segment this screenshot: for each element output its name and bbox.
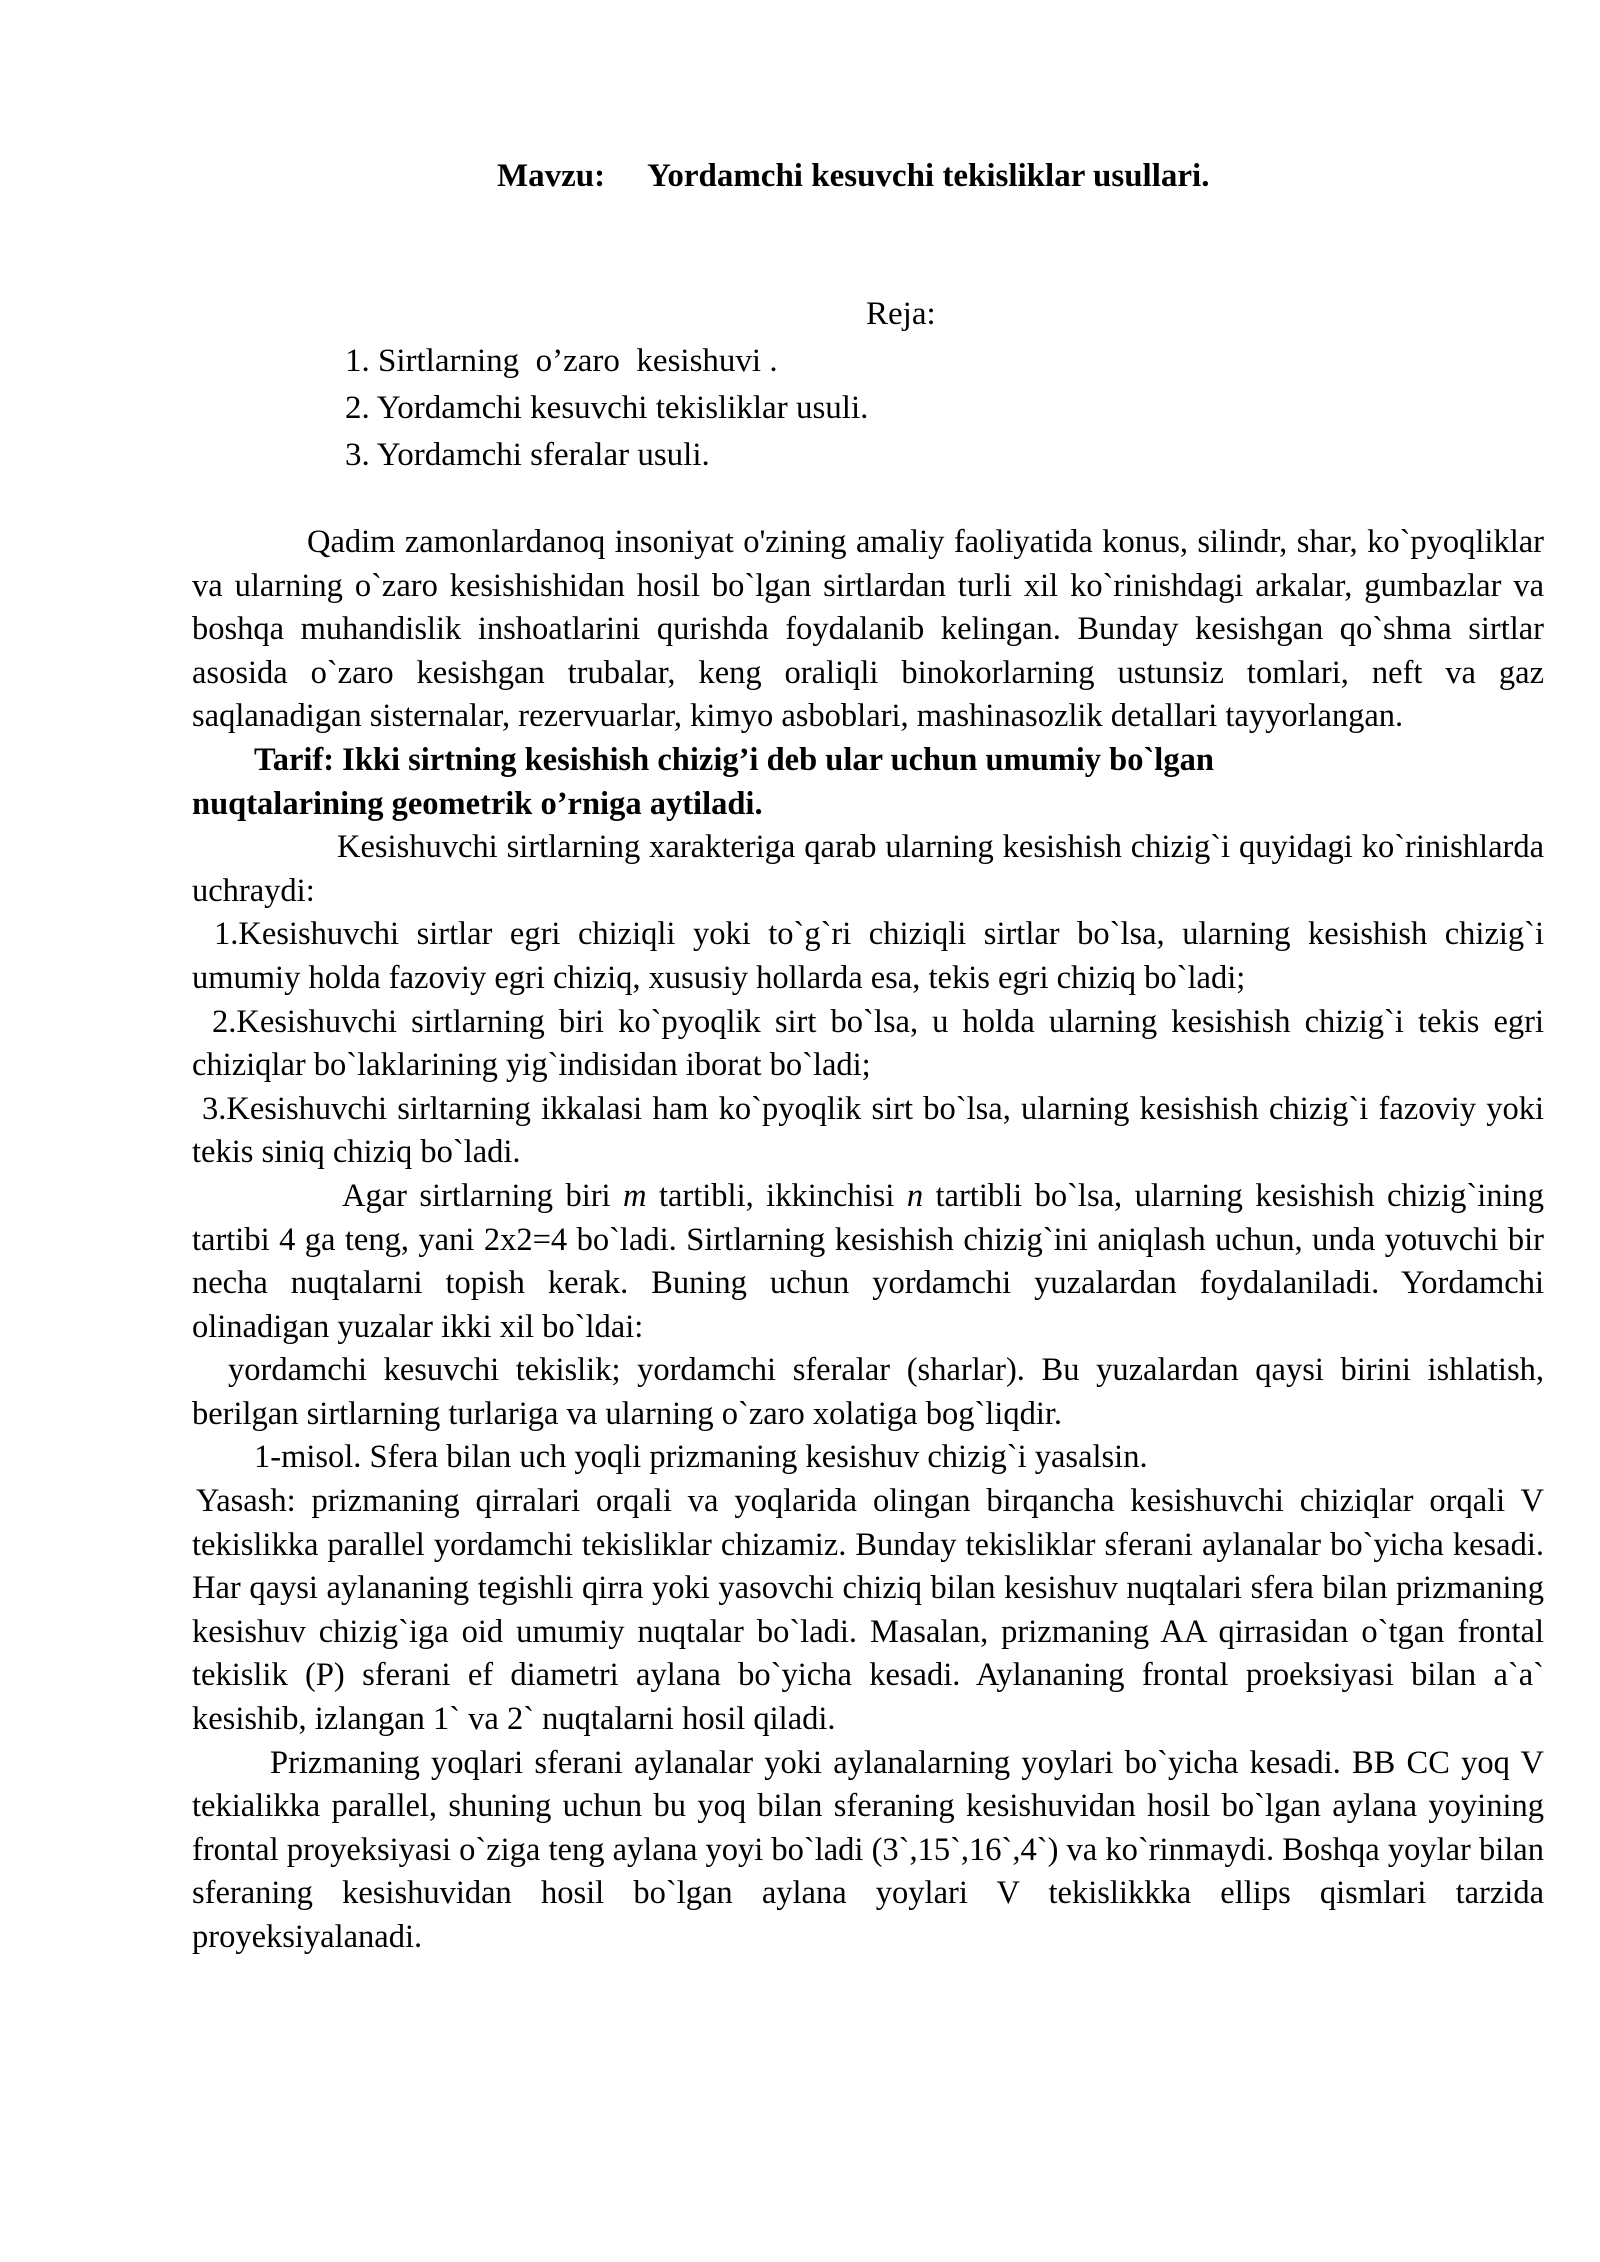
definition-line-1: Tarif: Ikki sirtning kesishish chizig’i deb ular uchun umumiy bo`lgan	[254, 741, 1214, 778]
paragraph-example-title: 1-misol. Sfera bilan uch yoqli prizmaning kesishuv chizig`i yasalsin.	[254, 1439, 1148, 1476]
order-text-1: Agar sirtlarning biri	[342, 1177, 624, 1214]
title-prefix: Mavzu:	[497, 158, 606, 194]
title-text: Yordamchi kesuvchi tekisliklar usullari.	[647, 158, 1210, 194]
paragraph-case-2: 2.Kesishuvchi sirtlarning biri ko`pyoqlik sirt bo`lsa, u holda ularning kesishish chizig`i tekis egri chiziqlar bo`laklarining yig`indisidan iborat bo`ladi;	[192, 1003, 1544, 1084]
plan-item: 3. Yordamchi sferalar usuli.	[345, 437, 710, 473]
paragraph-faces: Prizmaning yoqlari sferani aylanalar yoki aylanalarning yoylari bo`yicha kesadi. BB CC yoq V tekialikka parallel, shuning uchun bu yoq bilan sferaning kesishuvidan hosil bo`lgan aylana yoyining frontal proyeksiyasi o`ziga teng aylana yoyi bo`ladi (3`,15`,16`,4`) va ko`rinmaydi. Boshqa yoylar bilan sferaning kesishuvidan hosil bo`lgan aylana yoylari V tekislikkka ellips qismlari tarzida proyeksiyalanadi.	[192, 1744, 1544, 1955]
plan-item: 1. Sirtlarning o’zaro kesishuvi .	[345, 343, 778, 379]
plan-list	[345, 338, 868, 479]
paragraph-case-3: 3.Kesishuvchi sirltarning ikkalasi ham ko`pyoqlik sirt bo`lsa, ularning kesishish chizig`i fazoviy yoki tekis siniq chiziq bo`ladi.	[192, 1090, 1544, 1171]
body-text	[192, 521, 1544, 1960]
order-text-3: tartibli bo`lsa, ularning kesishish chizig`ining tartibi 4 ga teng, yani 2x2=4 bo`ladi. Sirtlarning kesishish chizig`ini aniqlash uchun, unda yotuvchi bir necha nuqtalarni topish kerak. Buning uchun yordamchi yuzalardan foydalaniladi. Yordamchi olinadigan yuzalar ikki xil bo`ldai:	[192, 1177, 1544, 1345]
plan-item: 2. Yordamchi kesuvchi tekisliklar usuli.	[345, 390, 869, 426]
paragraph-intro: Qadim zamonlardanoq insoniyat o'zining amaliy faoliyatida konus, silindr, shar, ko`pyoqliklar va ularning o`zaro kesishishidan hosil bo`lgan sirtlardan turli xil ko`rinishdagi arkalar, gumbazlar va boshqa muhandislik inshoatlarini qurishda foydalanib kelingan. Bunday kesishgan qo`shma sirtlar asosida o`zaro kesishgan trubalar, keng oraliqli binokorlarning ustunsiz tomlari, neft va gaz saqlanadigan sisternalar, rezervuarlar, kimyo asboblari, mashinasozlik detallari tayyorlangan.	[192, 524, 1544, 735]
plan-label: Reja:	[866, 296, 936, 332]
order-n: n	[906, 1177, 924, 1214]
paragraph-case-1: 1.Kesishuvchi sirtlar egri chiziqli yoki to`g`ri chiziqli sirtlar bo`lsa, ularning kesishish chizig`i umumiy holda fazoviy egri chiziq, xususiy hollarda esa, tekis egri chiziq bo`ladi;	[192, 916, 1544, 996]
paragraph-types-intro: Kesishuvchi sirtlarning xarakteriga qarab ularning kesishish chizig`i quyidagi ko`rinishlarda uchraydi:	[192, 829, 1544, 909]
order-m: m	[623, 1177, 647, 1214]
definition-line-2: nuqtalarining geometrik o’rniga aytiladi.	[192, 785, 763, 822]
paragraph-construction: Yasash: prizmaning qirralari orqali va yoqlarida olingan birqancha kesishuvchi chiziqlar orqali V tekislikka parallel yordamchi tekisliklar chizamiz. Bunday tekisliklar sferani aylanalar bo`yicha kesadi. Har qaysi aylananing tegishli qirra yoki yasovchi chiziq bilan kesishuv nuqtalari sfera bilan prizmaning kesishuv chizig`iga oid umumiy nuqtalar bo`ladi. Masalan, prizmaning AA qirrasidan o`tgan frontal tekislik (P) sferani ef diametri aylana bo`yicha kesadi. Aylananing frontal proeksiyasi bilan a`a` kesishib, izlangan 1` va 2` nuqtalarni hosil qiladi.	[192, 1483, 1544, 1738]
paragraph-order	[192, 1175, 1544, 1349]
document-title	[497, 158, 1209, 195]
order-text-2: tartibli, ikkinchisi	[646, 1177, 907, 1214]
paragraph-auxiliary: yordamchi kesuvchi tekislik; yordamchi sferalar (sharlar). Bu yuzalardan qaysi birini ishlatish, berilgan sirtlarning turlariga va ularning o`zaro xolatiga bog`liqdir.	[192, 1352, 1544, 1432]
